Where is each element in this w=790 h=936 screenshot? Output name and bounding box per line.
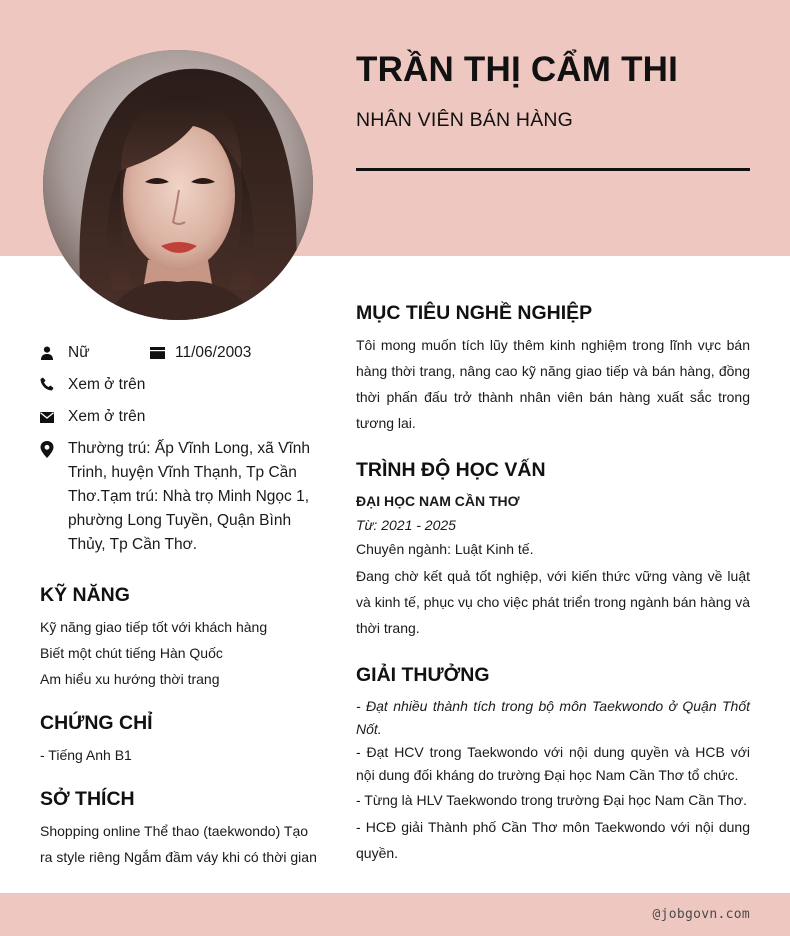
hobbies-heading: SỞ THÍCH [40,788,135,810]
gender-value: Nữ [68,344,90,361]
education-note: Đang chờ kết quả tốt nghiệp, với kiến thức vững vàng về luật và kinh tế, phục vụ cho việc phát triển trong ngành bán hàng và thời trang. [356,568,750,636]
job-title: NHÂN VIÊN BÁN HÀNG [356,109,574,131]
birthdate-value: 11/06/2003 [175,344,252,361]
objective-text: Tôi mong muốn tích lũy thêm kinh nghiệm trong lĩnh vực bán hàng thời trang, nâng cao kỹ năng giao tiếp và bán hàng, đồng thời phấn đấu trở thành nhân viên bán hàng xuất sắc trong tương lai. [356,337,750,431]
profile-photo [43,50,313,320]
person-icon [40,346,54,360]
award-item: - Từng là HLV Taekwondo trong trường Đại học Nam Cần Thơ. [356,792,747,808]
school-name: ĐẠI HỌC NAM CẦN THƠ [356,493,520,509]
education-heading: TRÌNH ĐỘ HỌC VẤN [356,459,546,481]
skill-item: Biết một chút tiếng Hàn Quốc [40,645,223,661]
mail-icon [40,412,54,423]
phone-icon [40,377,54,391]
certificate-item: - Tiếng Anh B1 [40,747,132,763]
calendar-icon [150,347,165,359]
skills-heading: KỸ NĂNG [40,584,130,606]
hobbies-line: ra style riêng Ngắm đầm váy khi có thời gian [40,849,317,865]
address-value: Thường trú: Ấp Vĩnh Long, xã Vĩnh Trinh, huyện Vĩnh Thạnh, Tp Cần Thơ.Tạm trú: Nhà trọ Minh Ngọc 1, phường Long Tuyền, Quận Bình Thủy, Tp Cần Thơ. [68,440,310,553]
award-item: - HCĐ giải Thành phố Cần Thơ môn Taekwondo với nội dung quyền. [356,819,750,861]
gender-row [40,341,160,365]
hobbies-line: Shopping online Thể thao (taekwondo) Tạo [40,823,309,839]
award-item: - Đạt HCV trong Taekwondo với nội dung quyền và HCB với nội dung đối kháng do trường Đại học Nam Cần Thơ tổ chức. [356,744,750,783]
awards-heading: GIẢI THƯỞNG [356,664,490,686]
certificates-heading: CHỨNG CHỈ [40,712,153,734]
phone-value: Xem ở trên [68,376,146,393]
watermark: @jobgovn.com [652,907,750,922]
location-pin-icon [40,441,54,458]
title-divider [356,168,750,171]
address-row [40,437,330,557]
skill-item: Am hiểu xu hướng thời trang [40,671,220,687]
phone-row [40,373,240,397]
award-item: - Đạt nhiều thành tích trong bộ môn Taekwondo ở Quận Thốt Nốt. [356,698,750,737]
education-period: Từ: 2021 - 2025 [356,517,456,533]
birthdate-row [150,341,290,365]
education-major: Chuyên ngành: Luật Kinh tế. [356,541,534,557]
objective-heading: MỤC TIÊU NGHỀ NGHIỆP [356,302,593,324]
skill-item: Kỹ năng giao tiếp tốt với khách hàng [40,619,268,635]
candidate-name: TRẦN THỊ CẨM THI [356,50,679,89]
email-row [40,405,240,429]
email-value: Xem ở trên [68,408,146,425]
